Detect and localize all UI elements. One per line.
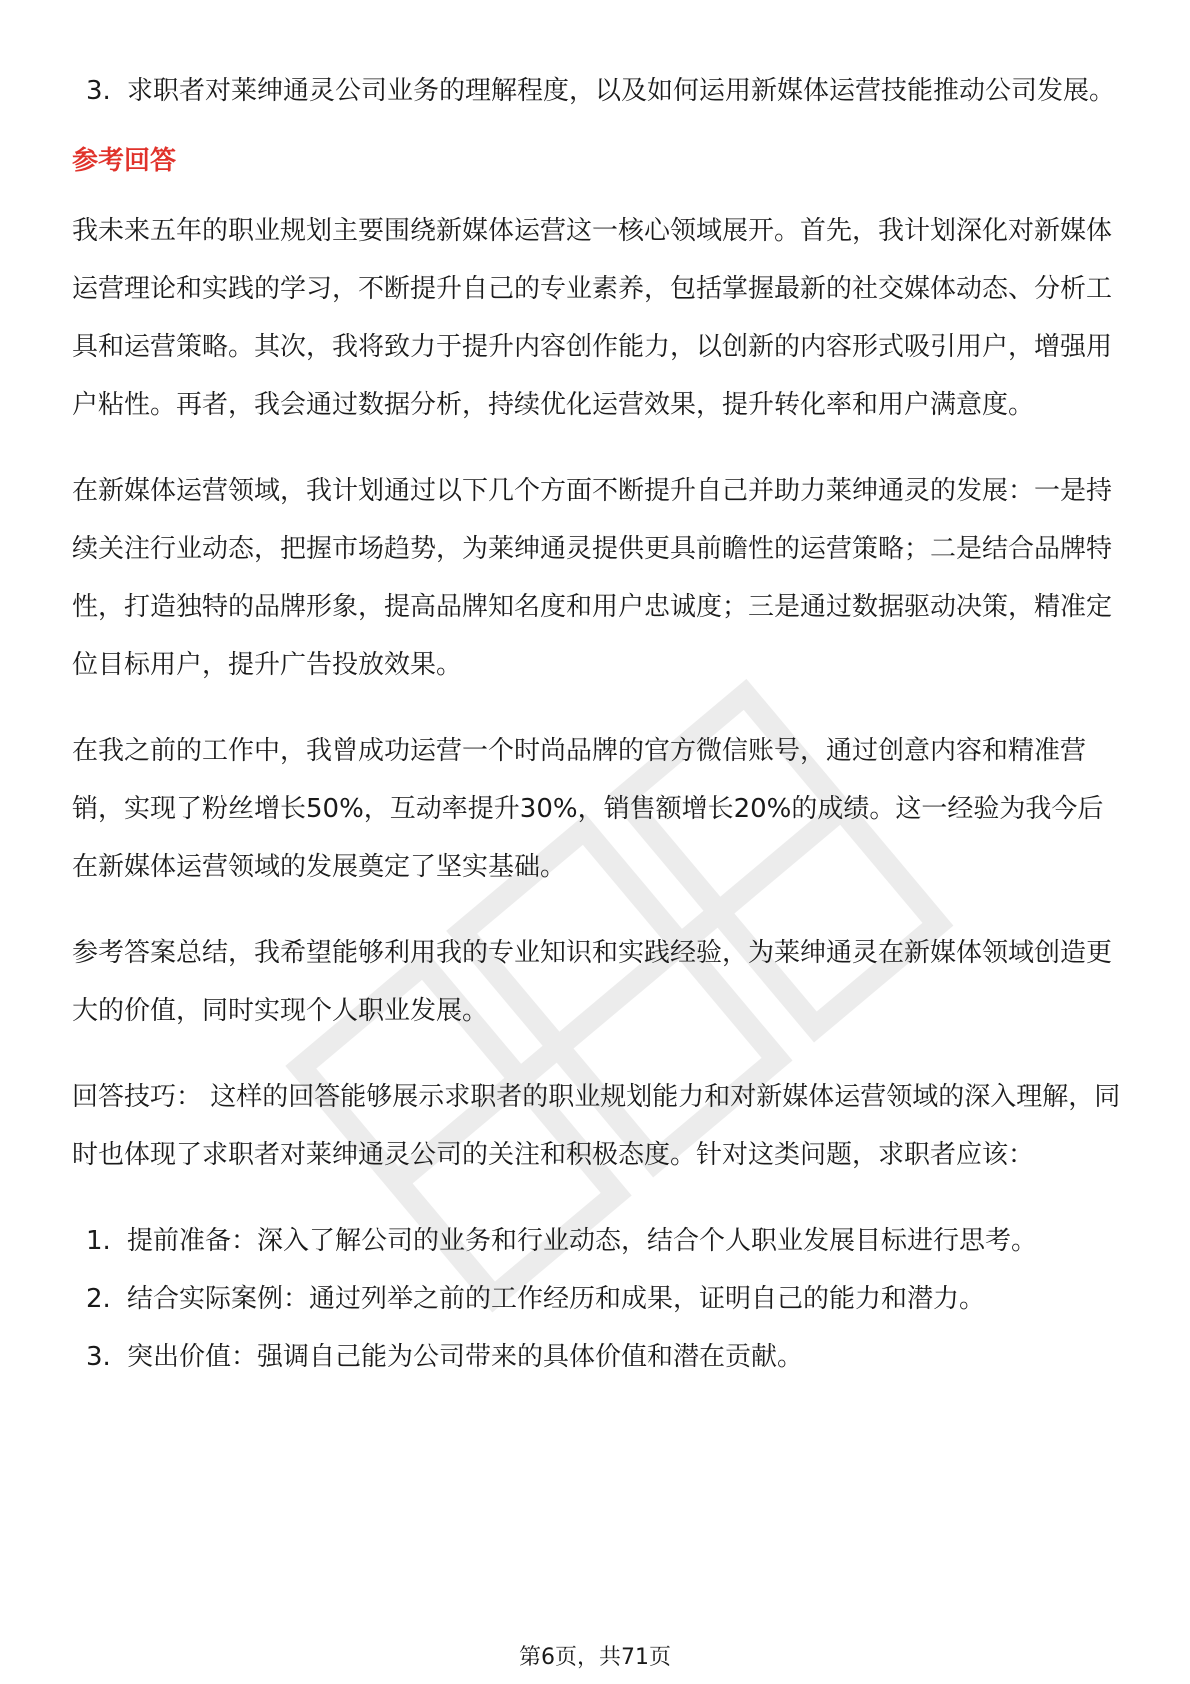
list-item-text: 求职者对莱绅通灵公司业务的理解程度，以及如何运用新媒体运营技能推动公司发展。 bbox=[127, 76, 1116, 106]
list-number: 2. bbox=[86, 1284, 111, 1314]
document-body bbox=[72, 62, 1122, 1386]
section-heading: 参考回答 bbox=[72, 146, 177, 176]
tip-text: 突出价值：强调自己能为公司带来的具体价值和潜在贡献。 bbox=[127, 1342, 804, 1372]
tips-intro-paragraph: 回答技巧： 这样的回答能够展示求职者的职业规划能力和对新媒体运营领域的深入理解，同时也体现了求职者对莱绅通灵公司的关注和积极态度。针对这类问题，求职者应该： bbox=[72, 1082, 1121, 1170]
tip-item bbox=[72, 1270, 1122, 1328]
answer-paragraph-1: 我未来五年的职业规划主要围绕新媒体运营这一核心领域展开。首先，我计划深化对新媒体运营理论和实践的学习，不断提升自己的专业素养，包括掌握最新的社交媒体动态、分析工具和运营策略。其次，我将致力于提升内容创作能力，以创新的内容形式吸引用户，增强用户粘性。再者，我会通过数据分析，持续优化运营效果，提升转化率和用户满意度。 bbox=[72, 216, 1113, 420]
tip-text: 提前准备：深入了解公司的业务和行业动态，结合个人职业发展目标进行思考。 bbox=[127, 1226, 1038, 1256]
list-number: 3. bbox=[86, 1342, 111, 1372]
list-number: 1. bbox=[86, 1226, 111, 1256]
page-number-footer: 第6页，共71页 bbox=[519, 1645, 671, 1670]
summary-paragraph: 参考答案总结，我希望能够利用我的专业知识和实践经验，为莱绅通灵在新媒体领域创造更大的价值，同时实现个人职业发展。 bbox=[72, 938, 1113, 1026]
tip-item bbox=[72, 1212, 1122, 1270]
answer-paragraph-2: 在新媒体运营领域，我计划通过以下几个方面不断提升自己并助力莱绅通灵的发展：一是持续关注行业动态，把握市场趋势，为莱绅通灵提供更具前瞻性的运营策略；二是结合品牌特性，打造独特的品牌形象，提高品牌知名度和用户忠诚度；三是通过数据驱动决策，精准定位目标用户，提升广告投放效果。 bbox=[72, 476, 1113, 680]
list-number: 3. bbox=[86, 76, 111, 106]
tips-list bbox=[72, 1212, 1122, 1386]
intro-list-item bbox=[72, 62, 1122, 120]
tip-text: 结合实际案例：通过列举之前的工作经历和成果，证明自己的能力和潜力。 bbox=[127, 1284, 986, 1314]
answer-paragraph-3: 在我之前的工作中，我曾成功运营一个时尚品牌的官方微信账号，通过创意内容和精准营销，实现了粉丝增长50%，互动率提升30%，销售额增长20%的成绩。这一经验为我今后在新媒体运营领域的发展奠定了坚实基础。 bbox=[72, 736, 1104, 882]
tip-item bbox=[72, 1328, 1122, 1386]
